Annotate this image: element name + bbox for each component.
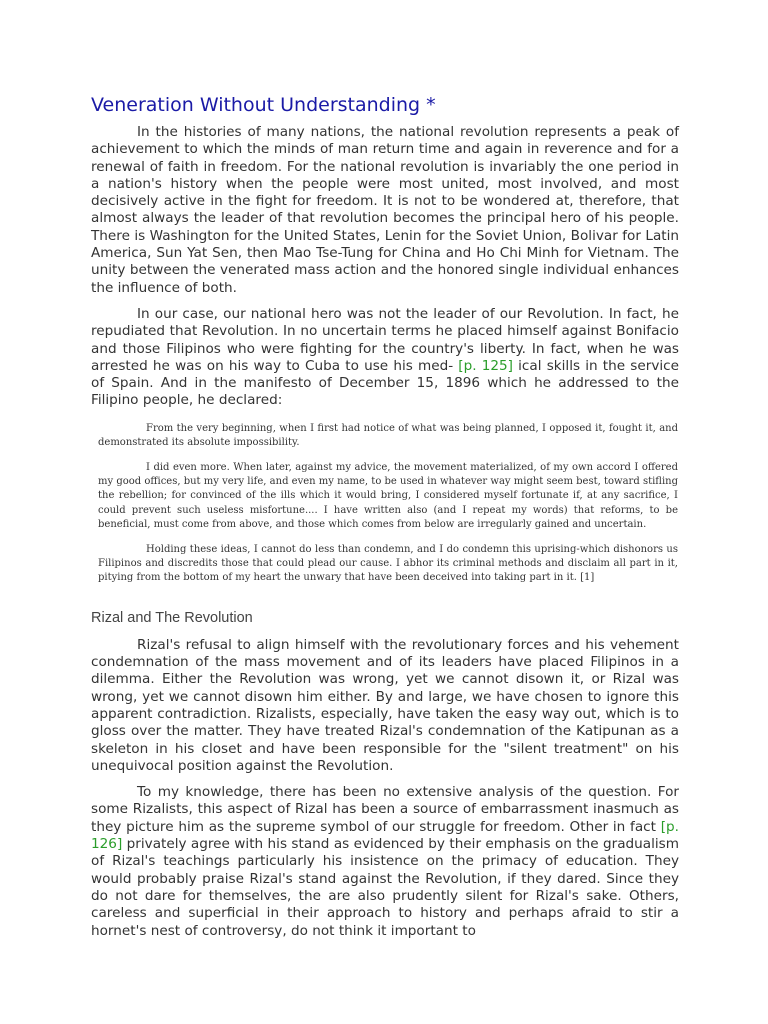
paragraph-text: privately agree with his stand as evidenced by their emphasis on the gradualism of Rizal's teachings particularly his insistence on the primacy of education. They would probably praise Rizal's stand against the Revolution, if they dared. Since they do not dare for themselves, the are also prudently silent for Rizal's sake. Others, careless and superficial in their approach to history and perhaps afraid to stir a hornet's nest of controversy, do not think it important to	[91, 836, 679, 939]
article-title: Veneration Without Understanding *	[91, 94, 436, 116]
paragraph-intro: In the histories of many nations, the national revolution represents a peak of achievement to which the minds of man return time and again in reverence and for a renewal of faith in freedom. For the national revolution is invariably the one period in a nation's history when the people were most united, most involved, and most decisively active in the fight for freedom. It is not to be wondered at, therefore, that almost always the leader of that revolution becomes the principal hero of his people. There is Washington for the United States, Lenin for the Soviet Union, Bolivar for Latin America, Sun Yat Sen, then Mao Tse-Tung for China and Ho Chi Minh for Vietnam. The unity between the venerated mass action and the honored single individual enhances the influence of both.	[91, 124, 679, 296]
page-reference-link[interactable]: [p. 125]	[458, 357, 513, 374]
quote-paragraph: Holding these ideas, I cannot do less than condemn, and I do condemn this uprising-which dishonors us Filipinos and discredits those that could plead our cause. I abhor its criminal methods and disclaim all part in it, pitying from the bottom of my heart the unwary that have been deceived into taking part in it. [1]	[98, 543, 678, 584]
manifesto-quote	[98, 422, 678, 586]
paragraph-national-hero	[91, 306, 679, 410]
quote-paragraph: From the very beginning, when I first had notice of what was being planned, I opposed it, fought it, and demonstrated its absolute impossibility.	[98, 422, 678, 449]
paragraph-text: In our case, our national hero was not the leader of our Revolution. In fact, he repudiated that Revolution. In no uncertain terms he placed himself against Bonifacio and those Filipinos who were fighting for the country's liberty. In fact, when he was arrested he was on his way to Cuba to use his med-	[91, 305, 679, 374]
quote-paragraph: I did even more. When later, against my advice, the movement materialized, of my own accord I offered my good offices, but my very life, and even my name, to be used in whatever way might seem best, toward stifling the rebellion; for convinced of the ills which it would bring, I considered myself fortunate if, at any sacrifice, I could prevent such useless misfortune.... I have written also (and I repeat my words) that reforms, to be beneficial, must come from above, and those which comes from below are irregularly gained and uncertain.	[98, 461, 678, 531]
paragraph-analysis	[91, 784, 679, 940]
section-heading: Rizal and The Revolution	[91, 609, 253, 626]
page-reference-link[interactable]: [p. 126]	[91, 818, 679, 853]
paragraph-text: To my knowledge, there has been no extensive analysis of the question. For some Rizalists, this aspect of Rizal has been a source of embarrassment inasmuch as they picture him as the supreme symbol of our struggle for freedom. Other in fact	[91, 784, 679, 835]
paragraph-text: ical skills in the service of Spain. And in the manifesto of December 15, 1896 which he addressed to the Filipino people, he declared:	[91, 357, 679, 409]
article	[91, 92, 679, 949]
paragraph-rizal-refusal: Rizal's refusal to align himself with the revolutionary forces and his vehement condemnation of the mass movement and of its leaders have placed Filipinos in a dilemma. Either the Revolution was wrong, yet we cannot disown it, or Rizal was wrong, yet we cannot disown him either. By and large, we have chosen to ignore this apparent contradiction. Rizalists, especially, have taken the easy way out, which is to gloss over the matter. They have treated Rizal's condemnation of the Katipunan as a skeleton in his closet and have been responsible for the "silent treatment" on his unequivocal position against the Revolution.	[91, 636, 679, 774]
